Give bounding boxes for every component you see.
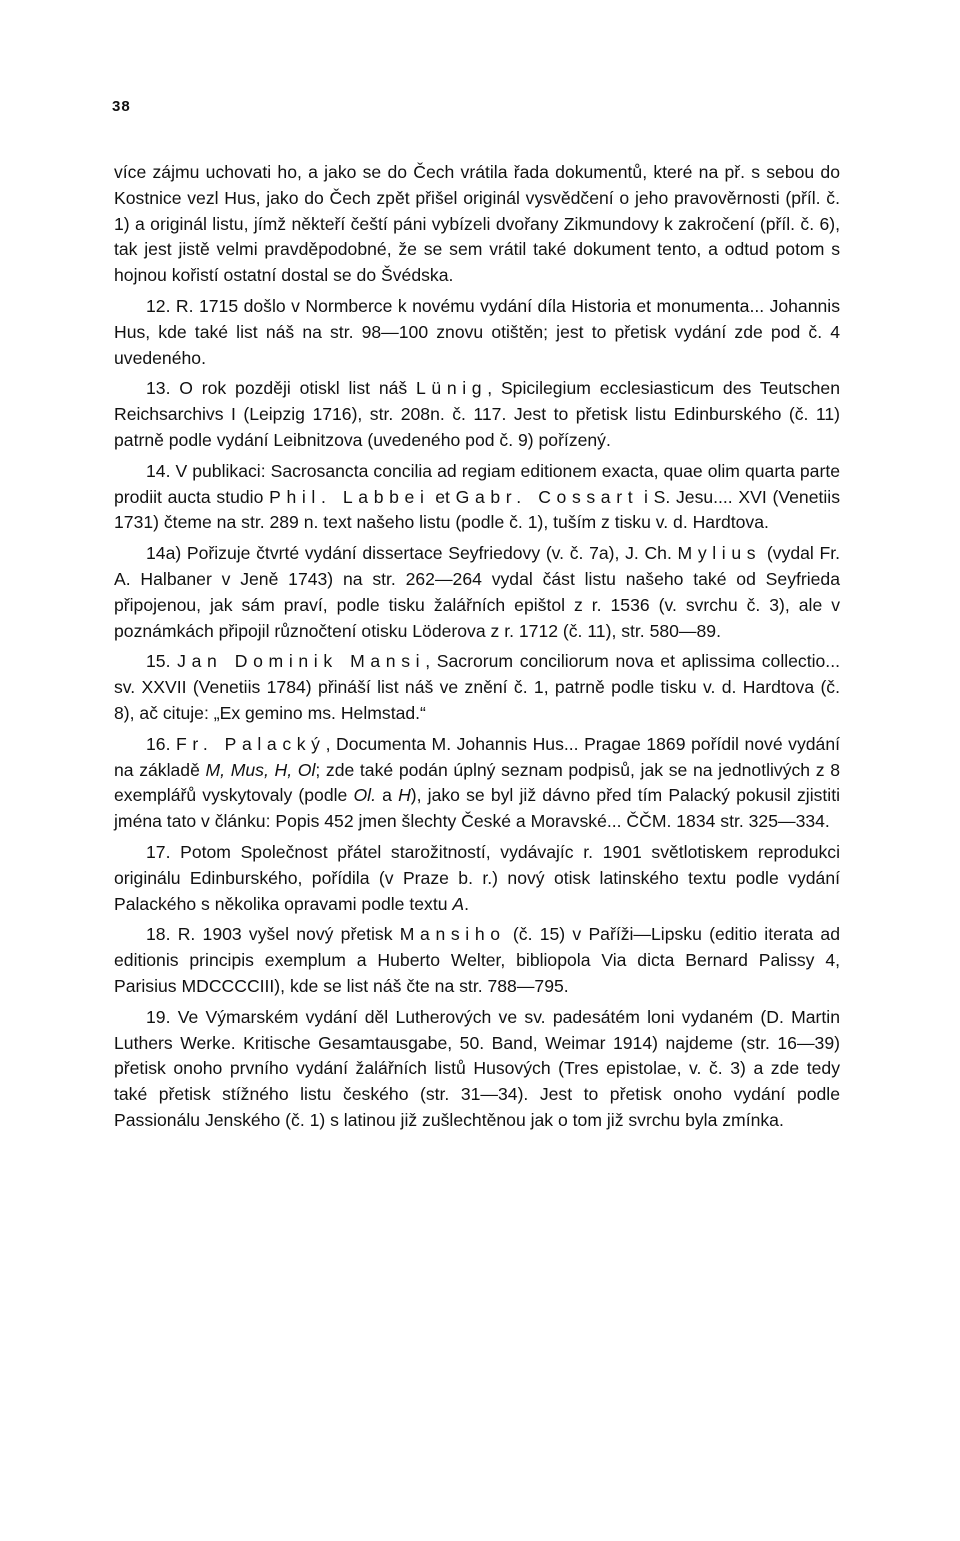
paragraph-para-19: [114, 1005, 840, 1134]
text-run: , Spicilegium ecclesiasticum des Teutschen Reichsarchivs I (Leipzig 1716), str. 208n. č. 117. Jest to přetisk listu Edinburského (č. 11) patrně podle vydání Leibnitzova (uvedeného pod č. 9) pořízený.: [114, 378, 840, 450]
text-run: Ol.: [353, 785, 376, 806]
paragraph-para-16: [114, 732, 840, 835]
text-run: Phil. Labbei: [269, 486, 430, 507]
text-run: více zájmu uchovati ho, a jako se do Čech vrátila řada dokumentů, které na př. s sebou do Kostnice vezl Hus, jako do Čech zpět přišel originál vysvědčení o jeho pravověrnosti (příl. č. 1) a originál listu, jímž někteří čeští páni vybízeli dvořany Zikmundovy k zakročení (příl. č. 6), tak jest jistě velmi pravděpodobné, že se sem vrátil také dokument tento, a odtud potom s hojnou kořistí ostatní dostal se do Švédska.: [114, 162, 840, 286]
text-run: .: [464, 893, 470, 914]
text-run: Mansiho: [399, 924, 506, 945]
text-run: Mylius: [677, 543, 762, 564]
text-run: a: [375, 785, 399, 806]
paragraph-para-15: [114, 649, 840, 726]
text-run: 14. V publikaci: Sacrosancta concilia ad regiam editionem exacta, quae olim quarta parte prodiit aucta studio: [114, 460, 840, 507]
text-run: 19. Ve Výmarském vydání děl Lutherových ve sv. padesátém loni vydaném (D. Martin Luthers Werke. Kritische Gesamtausgabe, 50. Band, Weimar 1914) najdeme (str. 16—39) přetisk onoho prvního vydání žalářních listů Husových (Tres epistolae, v. č. 3) a zde tedy také přetisk stížného listu českého (str. 31—34). Jest to přetisk onoho vydání podle Passionálu Jenského (č. 1) s latinou již zušlechtěnou jak o tom již svrchu byla zmínka.: [114, 1006, 840, 1130]
page-number: 38: [112, 98, 131, 115]
paragraph-para-12: [114, 294, 840, 371]
text-run: i S. Jesu.... XVI (Venetiis 1731) čteme na str. 289 n. text našeho listu (podle č. 1), tuším z tisku v. d. Hardtova.: [114, 486, 841, 533]
text-run: A: [452, 893, 465, 914]
text-run: Jan Dominik Mansi: [177, 651, 426, 672]
text-run: 12. R. 1715 došlo v Normberce k novému vydání díla Historia et monumenta... Johannis Hus, kde také list náš na str. 98—100 znovu otištěn; jest to přetisk vydání zde pod č. 4 uvedeného.: [114, 295, 840, 368]
text-run: Fr. Palacký: [176, 733, 326, 754]
paragraph-para-17: [114, 840, 840, 917]
text-run: 16.: [146, 733, 176, 754]
text-run: 15.: [146, 651, 178, 672]
text-run: H: [398, 785, 411, 806]
text-run: ; zde také podán úplný seznam podpisů, jak se na jednotlivých z 8 exemplářů vyskytovaly (podle: [114, 759, 840, 806]
text-run: , Sacrorum conciliorum nova et aplissima collectio... sv. XXVII (Venetiis 1784) přináší list náš ve znění č. 1, patrně podle tisku v. d. Hardtova (č. 8), ač cituje: „Ex gemino ms. Helmstad.“: [114, 651, 840, 723]
text-run: et: [429, 486, 456, 507]
text-run: 14a) Pořizuje čtvrté vydání dissertace Seyfriedovy (v. č. 7a), J. Ch.: [146, 543, 678, 564]
text-run: , Documenta M. Johannis Hus... Pragae 1869 pořídil nové vydání na základě: [114, 733, 840, 780]
text-run: ), jako se byl již dávno před tím Palacký pokusil zjistiti jména tato v článku: Popis 452 jmen šlechty České a Moravské... ČČM. 1834 str. 325—334.: [114, 785, 841, 832]
text-run: M, Mus, H, Ol: [205, 759, 316, 780]
paragraph-para-14: [114, 459, 840, 536]
text-body: [114, 160, 840, 1134]
paragraph-para-14a: [114, 541, 840, 644]
text-run: 13. O rok později otiskl list náš: [146, 378, 417, 399]
text-run: (vydal Fr. A. Halbaner v Jeně 1743) na str. 262—264 vydal část listu našeho také od Seyfrieda připojenou, jak sám praví, podle tisku žalářních epištol z r. 1536 (v. svrchu č. 3), ale v poznámkách připojil různočtení otisku Löderova z r. 1712 (č. 11), str. 580—89.: [114, 543, 841, 641]
paragraph-intro: [114, 160, 840, 289]
text-run: 17. Potom Společnost přátel starožitností, vydávajíc r. 1901 světlotiskem reprodukci originálu Edinburského, pořídila (v Praze b. r.) nový otisk latinského textu podle vydání Palackého s několika opravami podle textu: [114, 841, 840, 914]
paragraph-para-18: [114, 922, 840, 999]
text-run: 18. R. 1903 vyšel nový přetisk: [146, 924, 400, 945]
text-run: Gabr. Cossart: [455, 486, 639, 507]
paragraph-para-13: [114, 376, 840, 453]
text-run: (č. 15) v Paříži—Lipsku (editio iterata ad editionis principis exemplum a Huberto Welter, bibliopola Via dicta Bernard Palissy 4, Parisius MDCCCCIII), kde se list náš čte na str. 788—795.: [114, 924, 840, 996]
text-run: Lünig: [416, 378, 488, 399]
